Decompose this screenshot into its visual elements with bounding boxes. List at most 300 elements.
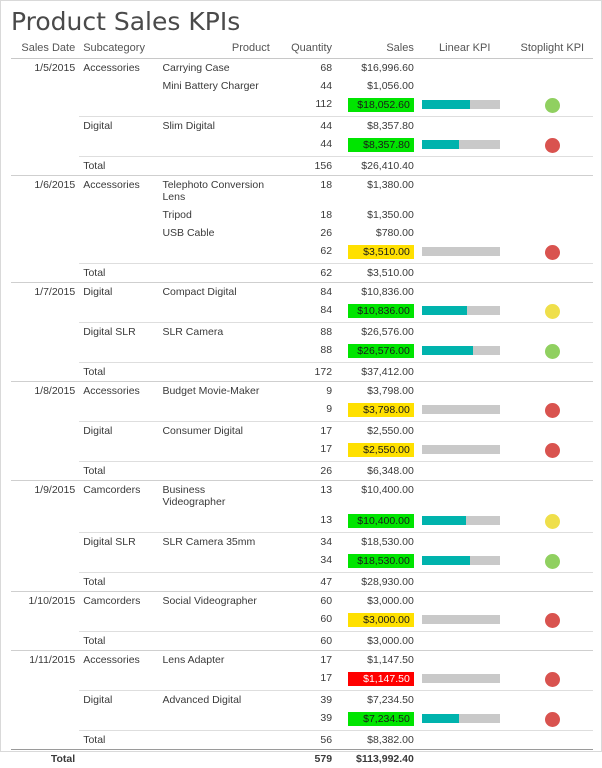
linear-kpi-bar-fill: [422, 306, 467, 315]
cell-subcategory: [79, 551, 158, 573]
cell-sales-date: 1/5/2015: [11, 59, 79, 78]
cell-product: Advanced Digital: [158, 691, 273, 710]
sales-kpi-badge: $3,510.00: [348, 245, 414, 259]
sales-kpi-badge: $7,234.50: [348, 712, 414, 726]
cell-quantity: 60: [274, 592, 336, 611]
cell-product: USB Cable: [158, 224, 273, 242]
cell-sales: [336, 135, 418, 157]
table-header: [11, 40, 593, 59]
cell-linear-kpi: [418, 462, 512, 481]
column-header-linear-kpi: Linear KPI: [418, 40, 512, 59]
cell-sales-date: 1/6/2015: [11, 176, 79, 207]
cell-stoplight-kpi: [512, 264, 593, 283]
cell-sales: $26,576.00: [336, 323, 418, 342]
table-header-row: [11, 40, 593, 59]
column-header-stoplight-kpi: Stoplight KPI: [512, 40, 593, 59]
linear-kpi-bar-fill: [422, 346, 473, 355]
table-row: [11, 709, 593, 731]
table-row: [11, 363, 593, 382]
table-row: [11, 206, 593, 224]
cell-sales: [336, 400, 418, 422]
table-row: [11, 551, 593, 573]
table-row: [11, 224, 593, 242]
cell-quantity: 44: [274, 117, 336, 136]
sales-kpi-badge: $10,836.00: [348, 304, 414, 318]
cell-sales-date: [11, 157, 79, 176]
table-row: [11, 59, 593, 78]
cell-linear-kpi: [418, 669, 512, 691]
cell-linear-kpi: [418, 573, 512, 592]
cell-product: [158, 669, 273, 691]
cell-stoplight-kpi: [512, 592, 593, 611]
cell-linear-kpi: [418, 77, 512, 95]
cell-subcategory: [79, 77, 158, 95]
cell-product: [158, 731, 273, 750]
cell-quantity: 34: [274, 551, 336, 573]
stoplight-kpi-indicator: [545, 138, 560, 153]
cell-sales: $1,380.00: [336, 176, 418, 207]
grand-total-quantity: 579: [274, 750, 336, 768]
sales-kpi-badge: $18,530.00: [348, 554, 414, 568]
cell-subcategory: [79, 341, 158, 363]
page-title: Product Sales KPIs: [1, 1, 601, 40]
cell-linear-kpi: [418, 301, 512, 323]
cell-stoplight-kpi: [512, 363, 593, 382]
cell-sales: $8,357.80: [336, 117, 418, 136]
cell-quantity: 156: [274, 157, 336, 176]
cell-linear-kpi: [418, 481, 512, 512]
cell-subcategory: Camcorders: [79, 481, 158, 512]
cell-sales: $16,996.60: [336, 59, 418, 78]
cell-stoplight-kpi: [512, 176, 593, 207]
grand-total-sales: $113,992.40: [336, 750, 418, 768]
cell-product: [158, 440, 273, 462]
cell-linear-kpi: [418, 440, 512, 462]
cell-linear-kpi: [418, 731, 512, 750]
cell-product: Business Videographer: [158, 481, 273, 512]
table-row: [11, 264, 593, 283]
cell-product: [158, 157, 273, 176]
cell-product: [158, 551, 273, 573]
cell-sales-date: [11, 363, 79, 382]
cell-quantity: 172: [274, 363, 336, 382]
cell-subcategory: Accessories: [79, 651, 158, 670]
table-row: [11, 341, 593, 363]
cell-stoplight-kpi: [512, 400, 593, 422]
cell-product: Slim Digital: [158, 117, 273, 136]
cell-subcategory: Camcorders: [79, 592, 158, 611]
cell-product: Social Videographer: [158, 592, 273, 611]
stoplight-kpi-indicator: [545, 443, 560, 458]
cell-stoplight-kpi: [512, 651, 593, 670]
cell-stoplight-kpi: [512, 533, 593, 552]
table-row: [11, 691, 593, 710]
cell-product: Consumer Digital: [158, 422, 273, 441]
cell-product: [158, 462, 273, 481]
cell-linear-kpi: [418, 206, 512, 224]
cell-quantity: 26: [274, 224, 336, 242]
cell-stoplight-kpi: [512, 440, 593, 462]
cell-sales-date: [11, 242, 79, 264]
cell-sales-date: [11, 573, 79, 592]
cell-subcategory: [79, 301, 158, 323]
cell-quantity: 112: [274, 95, 336, 117]
cell-sales: $10,836.00: [336, 283, 418, 302]
table-row: [11, 95, 593, 117]
cell-product: [158, 363, 273, 382]
cell-linear-kpi: [418, 709, 512, 731]
cell-subcategory: Digital: [79, 117, 158, 136]
cell-stoplight-kpi: [512, 731, 593, 750]
stoplight-kpi-indicator: [545, 712, 560, 727]
linear-kpi-bar-fill: [422, 714, 459, 723]
cell-sales: $3,798.00: [336, 382, 418, 401]
linear-kpi-bar: [422, 445, 500, 454]
cell-sales: $1,147.50: [336, 651, 418, 670]
table-row: [11, 176, 593, 207]
linear-kpi-bar: [422, 556, 500, 565]
cell-stoplight-kpi: [512, 59, 593, 78]
cell-sales: $6,348.00: [336, 462, 418, 481]
cell-linear-kpi: [418, 224, 512, 242]
cell-sales: $28,930.00: [336, 573, 418, 592]
cell-sales-date: [11, 632, 79, 651]
cell-product: [158, 400, 273, 422]
cell-sales-date: [11, 610, 79, 632]
column-header-sales-date: Sales Date: [11, 40, 79, 59]
cell-stoplight-kpi: [512, 511, 593, 533]
cell-total-label: Total: [79, 363, 158, 382]
cell-quantity: 84: [274, 301, 336, 323]
cell-subcategory: [79, 610, 158, 632]
cell-sales-date: 1/9/2015: [11, 481, 79, 512]
cell-sales-date: [11, 731, 79, 750]
cell-sales: [336, 341, 418, 363]
cell-linear-kpi: [418, 400, 512, 422]
cell-sales-date: [11, 400, 79, 422]
cell-quantity: 88: [274, 323, 336, 342]
cell-stoplight-kpi: [512, 95, 593, 117]
column-header-subcategory: Subcategory: [79, 40, 158, 59]
cell-product: Compact Digital: [158, 283, 273, 302]
table-row: [11, 157, 593, 176]
table-row: [11, 610, 593, 632]
cell-stoplight-kpi: [512, 283, 593, 302]
table-row: [11, 135, 593, 157]
cell-linear-kpi: [418, 157, 512, 176]
cell-sales: $3,000.00: [336, 632, 418, 651]
stoplight-kpi-indicator: [545, 98, 560, 113]
linear-kpi-bar: [422, 674, 500, 683]
cell-subcategory: [79, 135, 158, 157]
cell-linear-kpi: [418, 632, 512, 651]
cell-stoplight-kpi: [512, 301, 593, 323]
cell-quantity: 62: [274, 242, 336, 264]
grand-total-linear: [418, 750, 512, 768]
cell-sales: $2,550.00: [336, 422, 418, 441]
cell-sales: $37,412.00: [336, 363, 418, 382]
cell-sales-date: 1/10/2015: [11, 592, 79, 611]
cell-sales-date: [11, 206, 79, 224]
cell-sales-date: [11, 135, 79, 157]
sales-kpi-badge: $8,357.80: [348, 138, 414, 152]
table-row: [11, 731, 593, 750]
cell-product: Tripod: [158, 206, 273, 224]
cell-stoplight-kpi: [512, 462, 593, 481]
cell-stoplight-kpi: [512, 341, 593, 363]
cell-stoplight-kpi: [512, 224, 593, 242]
cell-linear-kpi: [418, 59, 512, 78]
cell-linear-kpi: [418, 95, 512, 117]
cell-stoplight-kpi: [512, 481, 593, 512]
cell-quantity: 17: [274, 440, 336, 462]
cell-quantity: 13: [274, 481, 336, 512]
cell-subcategory: Accessories: [79, 59, 158, 78]
cell-sales: [336, 511, 418, 533]
table-body: [11, 59, 593, 750]
cell-product: Telephoto Conversion Lens: [158, 176, 273, 207]
cell-subcategory: [79, 224, 158, 242]
cell-sales: $10,400.00: [336, 481, 418, 512]
cell-quantity: 68: [274, 59, 336, 78]
cell-stoplight-kpi: [512, 157, 593, 176]
cell-quantity: 88: [274, 341, 336, 363]
table-row: [11, 669, 593, 691]
cell-product: Lens Adapter: [158, 651, 273, 670]
cell-subcategory: [79, 709, 158, 731]
table-row: [11, 632, 593, 651]
cell-quantity: 56: [274, 731, 336, 750]
cell-subcategory: Digital: [79, 691, 158, 710]
sales-kpi-badge: $26,576.00: [348, 344, 414, 358]
grand-total-row: [11, 750, 593, 768]
cell-product: [158, 610, 273, 632]
linear-kpi-bar-fill: [422, 516, 466, 525]
cell-subcategory: Digital: [79, 283, 158, 302]
linear-kpi-bar: [422, 306, 500, 315]
cell-product: [158, 341, 273, 363]
cell-product: [158, 264, 273, 283]
table-row: [11, 301, 593, 323]
cell-linear-kpi: [418, 382, 512, 401]
table-row: [11, 481, 593, 512]
table-row: [11, 323, 593, 342]
cell-quantity: 26: [274, 462, 336, 481]
stoplight-kpi-indicator: [545, 344, 560, 359]
cell-product: [158, 301, 273, 323]
cell-linear-kpi: [418, 691, 512, 710]
cell-sales: $1,056.00: [336, 77, 418, 95]
cell-product: [158, 573, 273, 592]
cell-sales: [336, 551, 418, 573]
linear-kpi-bar: [422, 516, 500, 525]
cell-product: Carrying Case: [158, 59, 273, 78]
cell-subcategory: [79, 206, 158, 224]
cell-sales-date: [11, 117, 79, 136]
cell-sales: [336, 95, 418, 117]
stoplight-kpi-indicator: [545, 613, 560, 628]
table-row: [11, 400, 593, 422]
table-row: [11, 77, 593, 95]
cell-sales: [336, 301, 418, 323]
sales-kpi-badge: $3,798.00: [348, 403, 414, 417]
cell-sales-date: [11, 224, 79, 242]
cell-quantity: 44: [274, 135, 336, 157]
cell-sales-date: [11, 551, 79, 573]
cell-sales: [336, 242, 418, 264]
cell-subcategory: Accessories: [79, 382, 158, 401]
cell-linear-kpi: [418, 610, 512, 632]
stoplight-kpi-indicator: [545, 672, 560, 687]
table-row: [11, 462, 593, 481]
linear-kpi-bar: [422, 247, 500, 256]
cell-sales-date: 1/8/2015: [11, 382, 79, 401]
table-row: [11, 511, 593, 533]
table-row: [11, 440, 593, 462]
cell-subcategory: [79, 669, 158, 691]
cell-quantity: 39: [274, 709, 336, 731]
linear-kpi-bar-fill: [422, 100, 470, 109]
cell-stoplight-kpi: [512, 242, 593, 264]
cell-sales-date: 1/11/2015: [11, 651, 79, 670]
table-row: [11, 651, 593, 670]
cell-sales: $780.00: [336, 224, 418, 242]
table-row: [11, 117, 593, 136]
cell-product: Mini Battery Charger: [158, 77, 273, 95]
cell-sales: $3,510.00: [336, 264, 418, 283]
cell-sales-date: [11, 422, 79, 441]
cell-sales: [336, 610, 418, 632]
cell-stoplight-kpi: [512, 382, 593, 401]
cell-quantity: 9: [274, 400, 336, 422]
cell-linear-kpi: [418, 323, 512, 342]
cell-product: [158, 95, 273, 117]
cell-quantity: 62: [274, 264, 336, 283]
cell-linear-kpi: [418, 341, 512, 363]
cell-quantity: 34: [274, 533, 336, 552]
cell-total-label: Total: [79, 573, 158, 592]
cell-sales-date: [11, 341, 79, 363]
cell-product: SLR Camera 35mm: [158, 533, 273, 552]
cell-product: [158, 242, 273, 264]
cell-sales-date: [11, 440, 79, 462]
table-row: [11, 382, 593, 401]
cell-stoplight-kpi: [512, 610, 593, 632]
cell-subcategory: [79, 440, 158, 462]
column-header-quantity: Quantity: [274, 40, 336, 59]
cell-linear-kpi: [418, 533, 512, 552]
cell-product: [158, 632, 273, 651]
cell-product: SLR Camera: [158, 323, 273, 342]
cell-quantity: 60: [274, 610, 336, 632]
sales-kpi-badge: $2,550.00: [348, 443, 414, 457]
cell-subcategory: [79, 95, 158, 117]
cell-sales-date: [11, 301, 79, 323]
cell-quantity: 17: [274, 669, 336, 691]
cell-product: [158, 135, 273, 157]
cell-sales-date: [11, 95, 79, 117]
linear-kpi-bar: [422, 714, 500, 723]
grand-total-stoplight: [512, 750, 593, 768]
cell-product: [158, 709, 273, 731]
grand-total-subcategory: [79, 750, 158, 768]
linear-kpi-bar-fill: [422, 140, 459, 149]
stoplight-kpi-indicator: [545, 403, 560, 418]
table-row: [11, 592, 593, 611]
cell-sales-date: [11, 264, 79, 283]
cell-linear-kpi: [418, 651, 512, 670]
cell-linear-kpi: [418, 135, 512, 157]
cell-sales: [336, 709, 418, 731]
cell-linear-kpi: [418, 363, 512, 382]
stoplight-kpi-indicator: [545, 554, 560, 569]
sales-kpi-badge: $1,147.50: [348, 672, 414, 686]
cell-sales-date: [11, 709, 79, 731]
cell-quantity: 60: [274, 632, 336, 651]
cell-subcategory: Digital SLR: [79, 323, 158, 342]
cell-sales-date: [11, 323, 79, 342]
cell-sales-date: 1/7/2015: [11, 283, 79, 302]
cell-linear-kpi: [418, 283, 512, 302]
table-row: [11, 422, 593, 441]
cell-quantity: 84: [274, 283, 336, 302]
cell-quantity: 17: [274, 422, 336, 441]
linear-kpi-bar: [422, 346, 500, 355]
cell-quantity: 39: [274, 691, 336, 710]
cell-product: Budget Movie-Maker: [158, 382, 273, 401]
linear-kpi-bar-fill: [422, 556, 470, 565]
cell-stoplight-kpi: [512, 551, 593, 573]
cell-sales: $18,530.00: [336, 533, 418, 552]
cell-linear-kpi: [418, 422, 512, 441]
cell-sales: $7,234.50: [336, 691, 418, 710]
cell-total-label: Total: [79, 264, 158, 283]
cell-total-label: Total: [79, 462, 158, 481]
cell-quantity: 13: [274, 511, 336, 533]
cell-linear-kpi: [418, 264, 512, 283]
linear-kpi-bar: [422, 100, 500, 109]
cell-sales-date: [11, 77, 79, 95]
cell-stoplight-kpi: [512, 709, 593, 731]
cell-quantity: 44: [274, 77, 336, 95]
table-row: [11, 573, 593, 592]
cell-stoplight-kpi: [512, 669, 593, 691]
column-header-sales: Sales: [336, 40, 418, 59]
cell-stoplight-kpi: [512, 573, 593, 592]
cell-subcategory: [79, 400, 158, 422]
stoplight-kpi-indicator: [545, 245, 560, 260]
cell-quantity: 17: [274, 651, 336, 670]
table-footer: [11, 750, 593, 768]
cell-stoplight-kpi: [512, 323, 593, 342]
cell-sales: [336, 669, 418, 691]
cell-total-label: Total: [79, 157, 158, 176]
stoplight-kpi-indicator: [545, 304, 560, 319]
cell-sales-date: [11, 669, 79, 691]
sales-kpi-badge: $3,000.00: [348, 613, 414, 627]
cell-stoplight-kpi: [512, 135, 593, 157]
cell-stoplight-kpi: [512, 632, 593, 651]
cell-quantity: 47: [274, 573, 336, 592]
linear-kpi-bar: [422, 405, 500, 414]
cell-subcategory: [79, 242, 158, 264]
column-header-product: Product: [158, 40, 273, 59]
cell-subcategory: Accessories: [79, 176, 158, 207]
table-row: [11, 242, 593, 264]
cell-quantity: 9: [274, 382, 336, 401]
cell-subcategory: Digital: [79, 422, 158, 441]
cell-linear-kpi: [418, 242, 512, 264]
